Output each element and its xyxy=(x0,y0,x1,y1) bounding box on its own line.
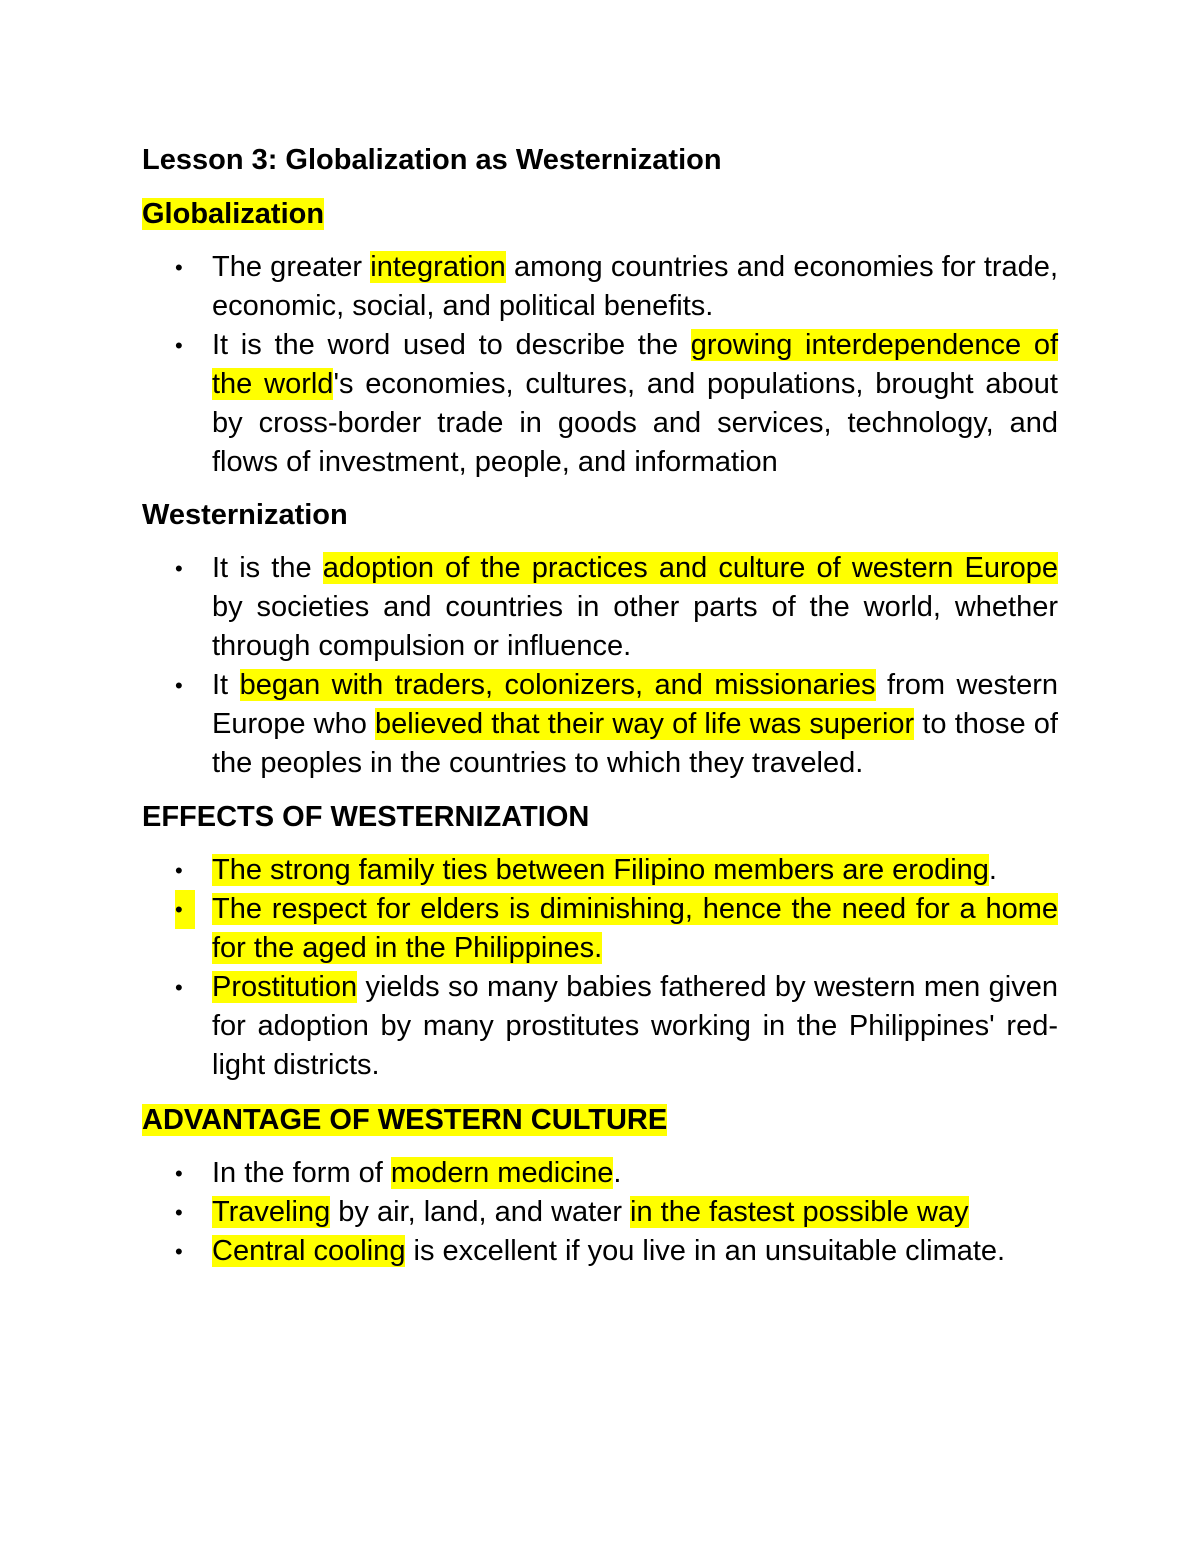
text-segment: The greater xyxy=(212,251,371,283)
highlighted-text: in the fastest possible way xyxy=(630,1196,969,1228)
bullet-icon: • xyxy=(175,673,183,698)
highlighted-text: adoption of the practices and culture of western Europe xyxy=(322,552,1058,584)
bullet-icon: • xyxy=(175,1239,183,1264)
text-segment: by air, land, and water xyxy=(330,1196,631,1228)
text-segment: to those of the peoples in the countries to which they traveled. xyxy=(212,708,1058,779)
highlighted-text: Central cooling xyxy=(212,1235,406,1267)
list-item xyxy=(142,549,1058,666)
text-segment: . xyxy=(613,1157,622,1189)
list-item xyxy=(142,851,1058,890)
bullet-icon: • xyxy=(175,858,183,883)
bullet-list xyxy=(142,851,1058,1085)
section-heading-text: Westernization xyxy=(142,499,348,531)
sections-container xyxy=(142,194,1058,1271)
highlighted-text: modern medicine xyxy=(390,1157,614,1189)
bullet-list xyxy=(142,549,1058,783)
text-segment: 's economies, cultures, and populations, brought about by cross-border trade in goods and services, technology, and flows of investment, people, and information xyxy=(212,368,1058,478)
section-heading xyxy=(142,495,1058,535)
document-page xyxy=(142,140,1058,1271)
highlighted-text: Prostitution xyxy=(212,971,358,1003)
list-item xyxy=(142,1232,1058,1271)
highlighted-text: The respect for elders is diminishing, hence the need for a home for the aged in the Philippines. xyxy=(212,893,1058,964)
section-heading xyxy=(142,797,1058,837)
highlighted-text: Traveling xyxy=(212,1196,331,1228)
list-item xyxy=(142,890,1058,968)
list-item xyxy=(142,248,1058,326)
bullet-icon: • xyxy=(175,890,195,929)
highlighted-text: growing interdependence of the world xyxy=(212,329,1058,400)
bullet-list xyxy=(142,248,1058,482)
text-segment: It is the xyxy=(212,552,323,584)
section-heading xyxy=(142,1100,1058,1140)
highlighted-text: believed that their way of life was superior xyxy=(375,708,915,740)
section-heading-text: ADVANTAGE OF WESTERN CULTURE xyxy=(142,1104,668,1136)
text-segment: It xyxy=(212,669,240,701)
text-segment: is excellent if you live in an unsuitable climate. xyxy=(405,1235,1006,1267)
list-item xyxy=(142,968,1058,1085)
highlighted-text: began with traders, colonizers, and missionaries xyxy=(239,669,876,701)
bullet-icon: • xyxy=(175,556,183,581)
text-segment: by societies and countries in other parts of the world, whether through compulsion or influence. xyxy=(212,591,1058,662)
bullet-list xyxy=(142,1154,1058,1271)
text-segment: yields so many babies fathered by western men given for adoption by many prostitutes working in the Philippines' red-light districts. xyxy=(212,971,1058,1081)
section-heading-text: Globalization xyxy=(142,198,325,230)
text-segment: In the form of xyxy=(212,1157,391,1189)
bullet-icon: • xyxy=(175,975,183,1000)
highlighted-text: integration xyxy=(370,251,506,283)
list-item xyxy=(142,1193,1058,1232)
lesson-title: Lesson 3: Globalization as Westernization xyxy=(142,144,722,176)
text-segment: It is the word used to describe the xyxy=(212,329,691,361)
text-segment: among countries and economies for trade, economic, social, and political benefits. xyxy=(212,251,1058,322)
list-item xyxy=(142,666,1058,783)
bullet-icon: • xyxy=(175,1200,183,1225)
section-heading xyxy=(142,194,1058,234)
bullet-icon: • xyxy=(175,1161,183,1186)
highlighted-text: The strong family ties between Filipino members are eroding xyxy=(212,854,989,886)
section-heading-text: EFFECTS OF WESTERNIZATION xyxy=(142,801,590,833)
bullet-icon: • xyxy=(175,255,183,280)
bullet-icon: • xyxy=(175,333,183,358)
list-item xyxy=(142,1154,1058,1193)
text-segment: from western Europe who xyxy=(212,669,1059,740)
text-segment: . xyxy=(988,854,997,886)
list-item xyxy=(142,326,1058,482)
